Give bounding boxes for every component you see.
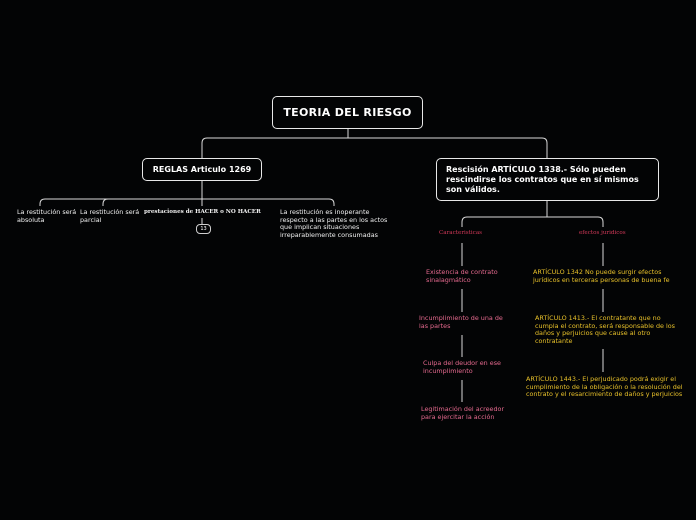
- car-item-culpa[interactable]: Culpa del deudor en ese incumplimiento: [423, 359, 501, 375]
- link-rescision-bus: [462, 217, 603, 227]
- ef-item-1413[interactable]: ARTÍCULO 1413.- El contratante que no cumpla el contrato, será responsable de los daños y perjuicios que cause al otro contratante: [535, 314, 675, 345]
- car-item-incumplimiento[interactable]: Incumplimiento de una de las partes: [419, 314, 503, 330]
- leaf-restitucion-absoluta[interactable]: La restitución será absoluta: [17, 208, 77, 224]
- rescision-node[interactable]: Rescisión ARTÍCULO 1338.- Sólo pueden rescindirse los contratos que en sí mismos son válidos.: [436, 158, 659, 201]
- leaf-restitucion-inoperante[interactable]: La restitución es inoperante respecto a las partes en los actos que implican situaciones irreparablemente consumadas: [280, 208, 388, 239]
- link-root-left: [202, 138, 348, 158]
- efectos-node[interactable]: efectos juridicos: [579, 230, 626, 236]
- car-item-legitimacion[interactable]: Legitimación del acreedor para ejercitar la acción: [421, 405, 505, 421]
- link-reglas-bus: [40, 199, 334, 206]
- ef-item-1443[interactable]: ARTÍCULO 1443.- El perjudicado podrá exigir el cumplimiento de la obligación o la resolución del contrato y el resarcimiento de daños y perjuicios: [526, 375, 683, 399]
- ef-item-1342[interactable]: ARTÍCULO 1342 No puede surgir efectos jurídicos en terceras personas de buena fe: [533, 268, 670, 284]
- reglas-node[interactable]: REGLAS Articulo 1269: [142, 158, 262, 181]
- leaf-restitucion-parcial[interactable]: La restitución será parcial: [80, 208, 140, 224]
- link-root-right: [348, 138, 547, 158]
- caracteristicas-node[interactable]: Caracteristicas: [439, 230, 483, 236]
- root-node[interactable]: TEORIA DEL RIESGO: [272, 96, 423, 129]
- car-item-contrato[interactable]: Existencia de contrato sinalagmático: [426, 268, 498, 284]
- count-badge[interactable]: 13: [196, 224, 211, 234]
- leaf-prestaciones[interactable]: prestaciones de HACER o NO HACER: [144, 209, 261, 215]
